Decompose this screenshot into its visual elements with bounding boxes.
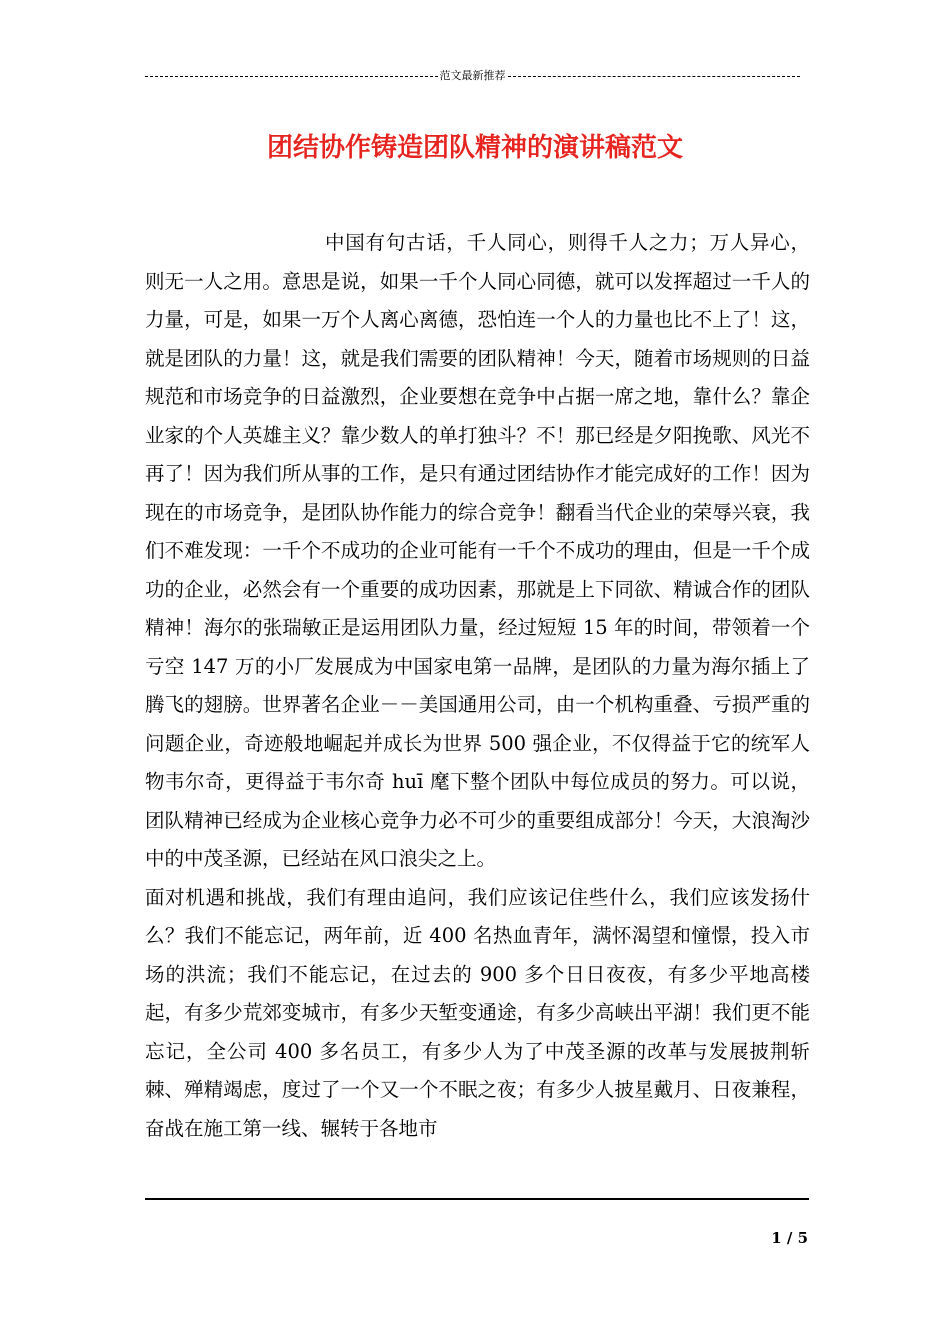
footer-rule xyxy=(145,1198,809,1200)
document-body xyxy=(145,224,810,1148)
header-dashed-rule-right xyxy=(508,76,801,77)
page-number: 1 / 5 xyxy=(771,1229,808,1247)
document-title: 团结协作铸造团队精神的演讲稿范文 xyxy=(266,133,683,163)
body-paragraph: 面对机遇和挑战，我们有理由追问，我们应该记住些什么，我们应该发扬什么？我们不能忘记，两年前，近 400 名热血青年，满怀渴望和憧憬，投入市场的洪流；我们不能忘记，在过去的 900 多个日日夜夜，有多少平地高楼起，有多少荒郊变城市，有多少天堑变通途，有多少高峡出平湖！我们更不能忘记，全公司 400 多名员工，有多少人为了中茂圣源的改革与发展披荆斩棘、殚精竭虑，度过了一个又一个不眠之夜；有多少人披星戴月、日夜兼程，奋战在施工第一线、辗转于各地市 xyxy=(145,885,810,1140)
page-header xyxy=(145,66,800,86)
header-label: 范文最新推荐 xyxy=(439,69,506,82)
body-paragraph: 中国有句古话，千人同心，则得千人之力；万人异心，则无一人之用。意思是说，如果一千个人同心同德，就可以发挥超过一千人的力量，可是，如果一万个人离心离德，恐怕连一个人的力量也比不上了！这，就是团队的力量！这，就是我们需要的团队精神！今天，随着市场规则的日益规范和市场竞争的日益激烈，企业要想在竞争中占据一席之地，靠什么？靠企业家的个人英雄主义？靠少数人的单打独斗？不！那已经是夕阳挽歌、风光不再了！因为我们所从事的工作，是只有通过团结协作才能完成好的工作！因为现在的市场竞争，是团队协作能力的综合竞争！翻看当代企业的荣辱兴衰，我们不难发现：一千个不成功的企业可能有一千个不成功的理由，但是一千个成功的企业，必然会有一个重要的成功因素，那就是上下同欲、精诚合作的团队精神！海尔的张瑞敏正是运用团队力量，经过短短 15 年的时间，带领着一个亏空 147 万的小厂发展成为中国家电第一品牌，是团队的力量为海尔插上了腾飞的翅膀。世界著名企业－－美国通用公司，由一个机构重叠、亏损严重的问题企业，奇迹般地崛起并成长为世界 500 强企业，不仅得益于它的统军人物韦尔奇，更得益于韦尔奇 huī 麾下整个团队中每位成员的努力。可以说，团队精神已经成为企业核心竞争力必不可少的重要组成部分！今天，大浪淘沙中的中茂圣源，已经站在风口浪尖之上。 xyxy=(145,231,810,870)
header-dashed-rule-left xyxy=(145,76,438,77)
